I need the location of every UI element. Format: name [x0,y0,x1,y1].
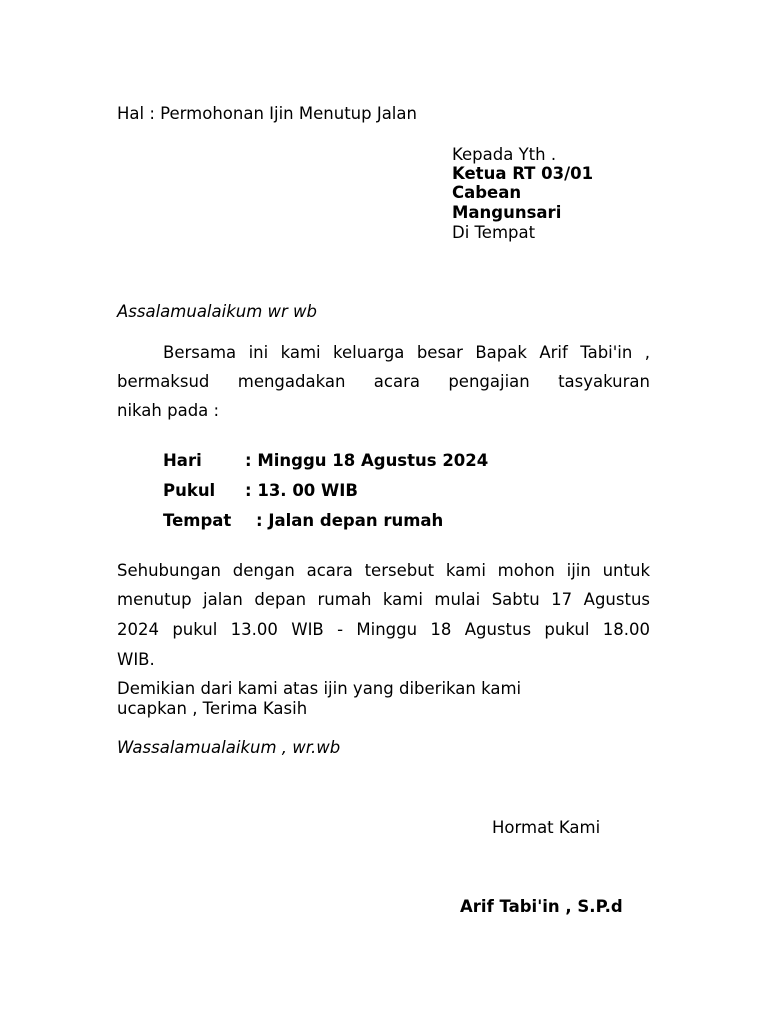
detail-label: Tempat [163,511,232,530]
detail-label: Hari [163,451,202,470]
detail-row-place [163,511,443,531]
recipient-greeting: Kepada Yth . [452,145,557,164]
intro-line-3: nikah pada : [117,401,220,420]
closing-line-1: Demikian dari kami atas ijin yang diberikan kami [117,679,522,698]
detail-row-time [163,481,358,501]
detail-value: : 13. 00 WIB [245,481,358,500]
closing-line-2: ucapkan , Terima Kasih [117,699,308,718]
recipient-line-4: Di Tempat [452,223,536,242]
recipient-line-3: Mangunsari [452,203,562,222]
recipient-line-2: Cabean [452,183,522,202]
body-line-1: Sehubungan dengan acara tersebut kami mohon ijin untuk [117,561,650,580]
recipient-line-1: Ketua RT 03/01 [452,164,594,183]
body-line-2: menutup jalan depan rumah kami mulai Sabtu 17 Agustus [117,590,650,609]
intro-line-2: bermaksud mengadakan acara pengajian tasyakuran [117,372,650,391]
subject-line: Hal : Permohonan Ijin Menutup Jalan [117,104,417,123]
detail-value: : Minggu 18 Agustus 2024 [245,451,489,470]
body-line-3: 2024 pukul 13.00 WIB - Minggu 18 Agustus pukul 18.00 [117,620,650,639]
detail-value: : Jalan depan rumah [256,511,444,530]
detail-label: Pukul [163,481,216,500]
intro-line-1: Bersama ini kami keluarga besar Bapak Arif Tabi'in , [163,343,650,362]
opening-greeting: Assalamualaikum wr wb [117,302,318,321]
signatory-name: Arif Tabi'in , S.P.d [460,897,623,916]
signoff: Hormat Kami [492,818,601,837]
farewell-greeting: Wassalamualaikum , wr.wb [117,738,341,757]
detail-row-day [163,451,488,471]
body-line-4: WIB. [117,650,155,669]
